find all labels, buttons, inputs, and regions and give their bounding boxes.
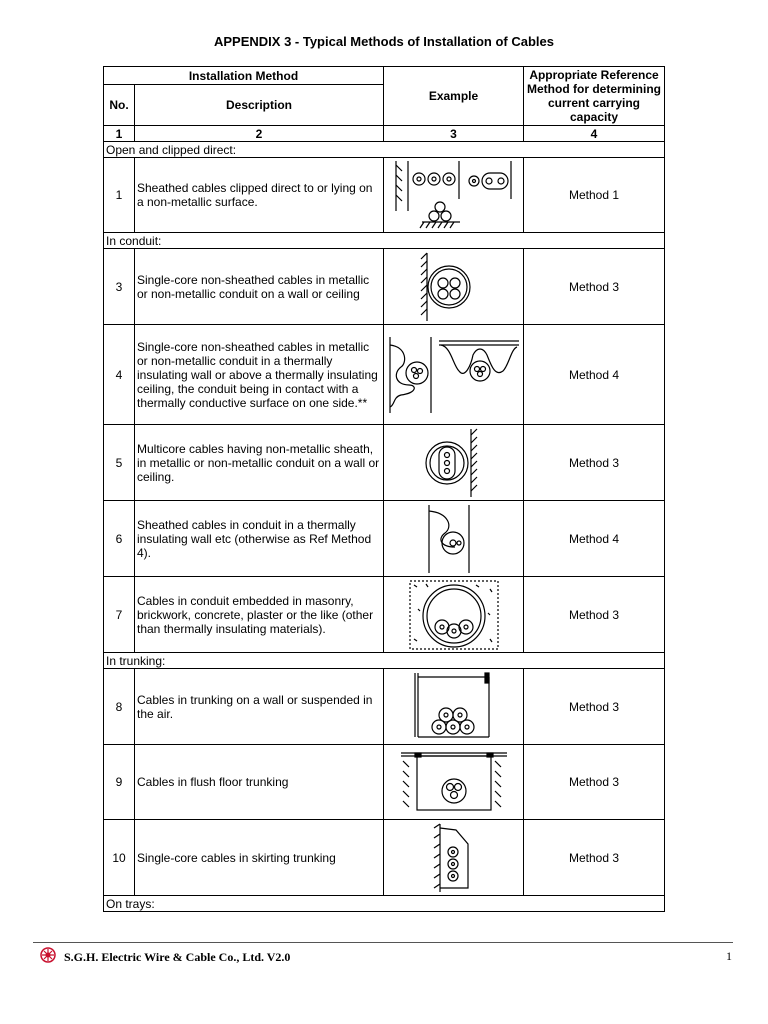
row-number: 1 bbox=[104, 158, 135, 233]
reference-method: Method 1 bbox=[524, 158, 665, 233]
description-header: Description bbox=[135, 85, 384, 126]
row-description: Sheathed cables clipped direct to or lying on a non-metallic surface. bbox=[135, 158, 384, 233]
conduit-on-wall-diagram bbox=[384, 249, 524, 325]
footer bbox=[38, 947, 290, 967]
table-row bbox=[104, 745, 665, 820]
installation-methods-table bbox=[103, 66, 665, 912]
row-number: 8 bbox=[104, 669, 135, 745]
row-description: Cables in trunking on a wall or suspended in the air. bbox=[135, 669, 384, 745]
reference-method: Method 4 bbox=[524, 325, 665, 425]
row-number: 10 bbox=[104, 820, 135, 896]
table-row bbox=[104, 425, 665, 501]
reference-method: Method 4 bbox=[524, 501, 665, 577]
row-number: 7 bbox=[104, 577, 135, 653]
reference-method: Method 3 bbox=[524, 577, 665, 653]
sheathed-conduit-insulated-diagram bbox=[384, 501, 524, 577]
no-header: No. bbox=[104, 85, 135, 126]
row-description: Cables in flush floor trunking bbox=[135, 745, 384, 820]
embedded-conduit-diagram bbox=[384, 577, 524, 653]
table-row bbox=[104, 325, 665, 425]
column-number: 2 bbox=[135, 126, 384, 142]
row-number: 4 bbox=[104, 325, 135, 425]
row-description: Sheathed cables in conduit in a thermally insulating wall etc (otherwise as Ref Method 4). bbox=[135, 501, 384, 577]
section-in-trunking: In trunking: bbox=[104, 653, 665, 669]
table-row bbox=[104, 249, 665, 325]
row-number: 9 bbox=[104, 745, 135, 820]
row-description: Single-core non-sheathed cables in metallic or non-metallic conduit on a wall or ceiling bbox=[135, 249, 384, 325]
column-number: 3 bbox=[384, 126, 524, 142]
row-number: 6 bbox=[104, 501, 135, 577]
table-row bbox=[104, 158, 665, 233]
footer-divider bbox=[33, 942, 733, 943]
page-number: 1 bbox=[726, 949, 732, 963]
table-row bbox=[104, 577, 665, 653]
table-row bbox=[104, 501, 665, 577]
example-header: Example bbox=[384, 67, 524, 126]
table-row bbox=[104, 820, 665, 896]
company-logo-icon bbox=[38, 947, 58, 967]
reference-method: Method 3 bbox=[524, 425, 665, 501]
section-in-conduit: In conduit: bbox=[104, 233, 665, 249]
company-name: S.G.H. Electric Wire & Cable Co., Ltd. V2.0 bbox=[64, 949, 291, 964]
row-description: Single-core cables in skirting trunking bbox=[135, 820, 384, 896]
reference-method-header: Appropriate Reference Method for determining current carrying capacity bbox=[524, 67, 665, 126]
row-number: 5 bbox=[104, 425, 135, 501]
section-on-trays: On trays: bbox=[104, 896, 665, 912]
conduit-insulated-wall-diagram bbox=[384, 325, 524, 425]
reference-method: Method 3 bbox=[524, 249, 665, 325]
installation-method-header: Installation Method bbox=[104, 67, 384, 85]
reference-method: Method 3 bbox=[524, 669, 665, 745]
reference-method: Method 3 bbox=[524, 820, 665, 896]
row-description: Multicore cables having non-metallic sheath, in metallic or non-metallic conduit on a wall or ceiling. bbox=[135, 425, 384, 501]
clipped-direct-diagram bbox=[384, 158, 524, 233]
table-row bbox=[104, 669, 665, 745]
wall-trunking-diagram bbox=[384, 669, 524, 745]
skirting-trunking-diagram bbox=[384, 820, 524, 896]
multicore-conduit-diagram bbox=[384, 425, 524, 501]
row-description: Single-core non-sheathed cables in metallic or non-metallic conduit in a thermally insulating wall or above a thermally insulating ceiling, the conduit being in contact with a thermally conductive surface on one side.** bbox=[135, 325, 384, 425]
row-description: Cables in conduit embedded in masonry, brickwork, concrete, plaster or the like (other than thermally insulating materials). bbox=[135, 577, 384, 653]
page-title: APPENDIX 3 - Typical Methods of Installation of Cables bbox=[214, 34, 554, 49]
section-open-clipped: Open and clipped direct: bbox=[104, 142, 665, 158]
column-number: 4 bbox=[524, 126, 665, 142]
row-number: 3 bbox=[104, 249, 135, 325]
reference-method: Method 3 bbox=[524, 745, 665, 820]
column-number: 1 bbox=[104, 126, 135, 142]
floor-trunking-diagram bbox=[384, 745, 524, 820]
